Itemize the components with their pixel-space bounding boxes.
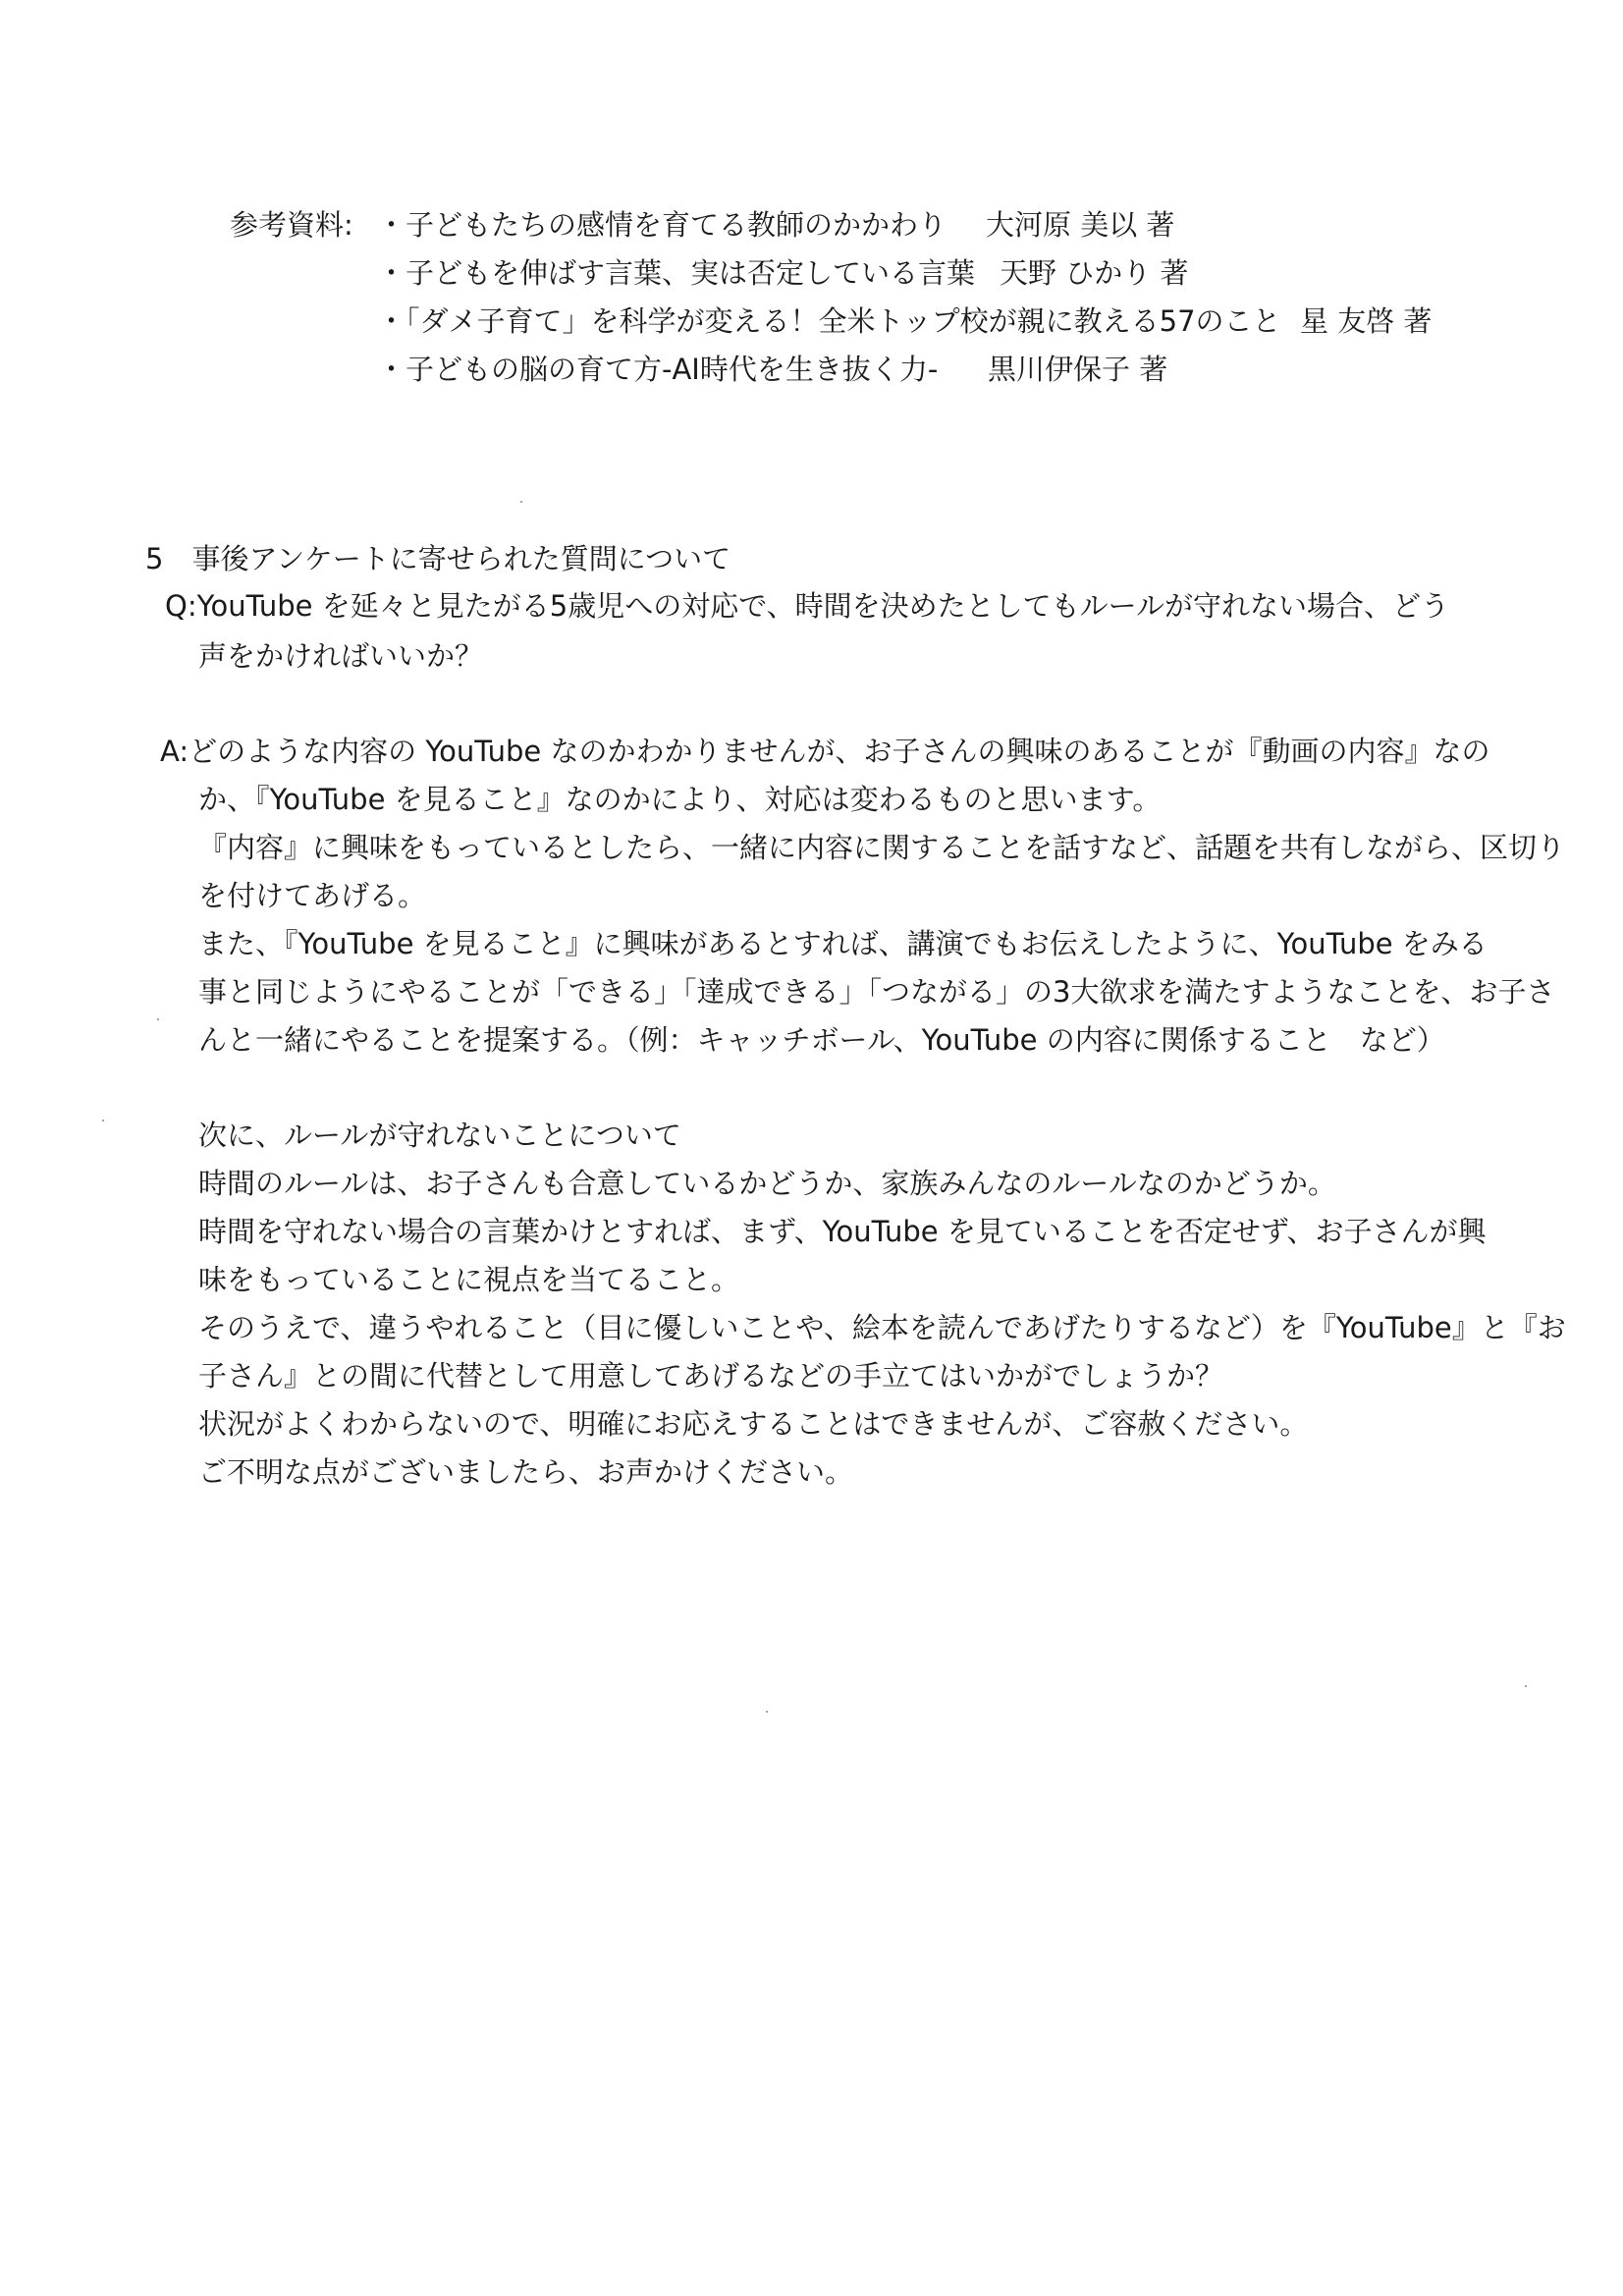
reference-author: 星 友啓 著: [1300, 304, 1433, 338]
answer-line: また、『YouTube を見ること』に興味があるとすれば、講演でもお伝えしたように、YouTube をみる: [198, 927, 1488, 960]
answer-line: 事と同じようにやることが「できる」「達成できる」「つながる」の3大欲求を満たすようなことを、お子さ: [198, 975, 1555, 1009]
references-label: 参考資料:: [230, 208, 353, 242]
answer-line: 時間のルールは、お子さんも合意しているかどうか、家族みんなのルールなのかどうか。: [198, 1167, 1336, 1200]
answer-line: 次に、ルールが守れないことについて: [198, 1119, 681, 1152]
answer-line: ご不明な点がございましたら、お声かけください。: [198, 1455, 854, 1489]
answer-line: を付けてあげる。: [198, 879, 427, 912]
question-line: 声をかければいいか？: [198, 639, 484, 673]
reference-title: ・子どもたちの感情を育てる教師のかかわり: [377, 208, 947, 242]
answer-line: んと一緒にやることを提案する。（例：キャッチボール、YouTube の内容に関係すること など）: [198, 1023, 1445, 1057]
scan-speck: [520, 501, 522, 503]
reference-item: [377, 304, 1433, 339]
answer-line: 状況がよくわからないので、明確にお応えすることはできませんが、ご容赦ください。: [198, 1407, 1309, 1441]
answer-line: 時間を守れない場合の言葉かけとすれば、まず、YouTube を見ていることを否定せず、お子さんが興: [198, 1215, 1487, 1248]
reference-author: 大河原 美以 著: [986, 208, 1175, 242]
reference-item: [377, 353, 1168, 387]
reference-item: [377, 208, 1175, 243]
answer-line: そのうえで、違うやれること（目に優しいことや、絵本を読んであげたりするなど）を『YouTube』と『お: [198, 1311, 1566, 1344]
reference-item: [377, 256, 1189, 291]
scan-speck: [766, 1711, 768, 1713]
answer-line: 味をもっていることに視点を当てること。: [198, 1263, 740, 1296]
scan-speck: [102, 1120, 104, 1121]
answer-line: 『内容』に興味をもっているとしたら、一緒に内容に関することを話すなど、話題を共有しながら、区切り: [198, 831, 1566, 864]
section-heading: 5 事後アンケートに寄せられた質問について: [145, 542, 731, 575]
reference-author: 黒川伊保子 著: [988, 353, 1168, 386]
question-line: Q:YouTube を延々と見たがる5歳児への対応で、時間を決めたとしてもルールが守れない場合、どう: [165, 589, 1450, 623]
reference-title: ・子どもを伸ばす言葉、実は否定している言葉: [377, 256, 976, 290]
answer-line: A:どのような内容の YouTube なのかわかりませんが、お子さんの興味のあることが『動画の内容』なの: [160, 735, 1490, 768]
reference-title: ・「ダメ子育て」を科学が変える！全米トップ校が親に教える57のこと: [377, 304, 1281, 338]
answer-line: 子さん』との間に代替として用意してあげるなどの手立てはいかがでしょうか？: [198, 1359, 1224, 1393]
answer-line: か、『YouTube を見ること』なのかにより、対応は変わるものと思います。: [198, 783, 1162, 816]
scan-speck: [157, 1018, 159, 1020]
scan-speck: [1525, 1685, 1527, 1687]
reference-author: 天野 ひかり 著: [1000, 256, 1189, 290]
reference-title: ・子どもの脳の育て方-AI時代を生き抜く力-: [377, 353, 939, 386]
